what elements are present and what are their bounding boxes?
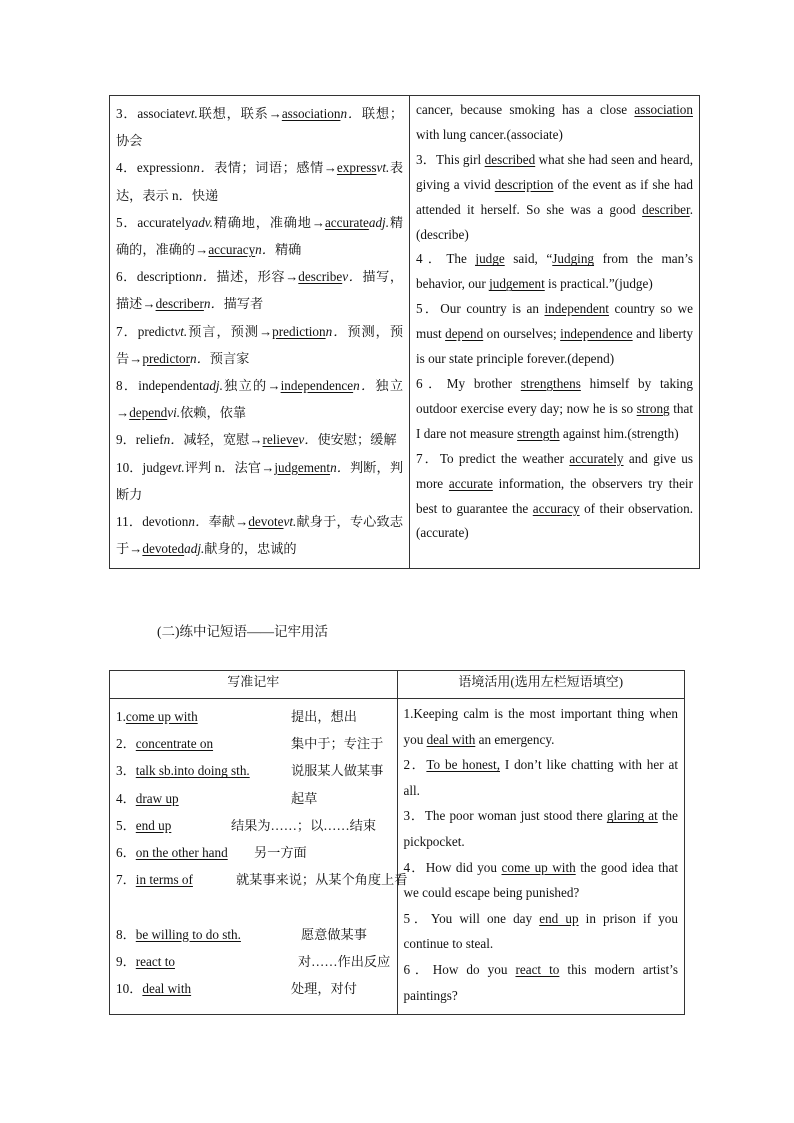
answer-blank: described [484,151,536,167]
part-of-speech: n． [203,296,224,312]
sentence-4: 4．The judge said, “Judging from the man’s behavior, our judgement is practical.”(judge) [416,251,693,292]
headword: judge [142,459,172,475]
headword: devotion [142,514,189,530]
derived-word-blank: association [281,106,341,121]
phrase-blank: on the other hand [135,844,228,860]
phrase-item [116,948,175,975]
word-meaning: 精确地，准确地→ [212,214,325,230]
sentence-6: 6．My brother strengthens himself by taking outdoor exercise every day; now he is so strong that I dare not measure strength against him.(strength) [416,375,693,441]
phrase-meaning: 集中于；专注于 [291,736,384,752]
headword: description [136,269,196,285]
header-right: 语境活用(选用左栏短语填空) [397,671,685,699]
entry-number: 6． [116,269,137,285]
entry-number: 9． [116,953,136,969]
part-of-speech: n． [353,378,376,394]
entry-number: 3． [116,106,138,121]
answer-blank: judgement [489,276,545,292]
phrase-row [116,757,391,784]
phrase-item [116,921,241,948]
phrase-item [116,703,198,730]
part-of-speech: v． [342,269,363,285]
phrase-meaning: 愿意做某事 [301,926,367,942]
entry-number: 4． [116,790,136,806]
phrase-row [116,975,391,1002]
derived-word-blank: accuracy [208,242,256,258]
sentence-7: 7．To predict the weather accurately and give us more accurate information, the observers try their best to guarantee the accuracy of their observation.(accurate) [416,450,693,541]
part-of-speech: vt. [283,514,297,530]
entry-number: 7． [116,872,136,888]
word-entry [116,426,403,453]
phrase-row [116,730,391,757]
answer-blank: come up with [501,859,576,875]
headword: accurately [137,214,192,230]
answer-blank: react to [515,961,560,977]
entry-number: 11． [116,514,143,530]
derived-word-blank: devoted [142,541,185,557]
word-entry [116,263,403,317]
phrase-item [116,757,250,784]
phrase-blank: in terms of [135,872,193,888]
derived-word-blank: accurate [324,214,369,230]
derived-word-blank: independence [280,378,354,394]
derived-word-blank: describe [298,269,343,285]
word-meaning: 描述，形容→ [216,269,299,285]
word-meaning: 精确 [274,242,302,258]
phrase-meaning: 另一方面 [254,844,307,860]
answer-blank: accuracy [532,500,580,516]
exercise-6: 6．How do you react to this modern artist’s paintings? [403,961,678,1003]
answer-blank: depend [445,326,484,342]
part-of-speech: n． [193,160,215,176]
part-of-speech: n． [188,514,209,530]
part-of-speech: vi. [167,405,181,421]
phrase-blank: be willing to do sth. [135,926,241,942]
exercise-1: 1.Keeping calm is the most important thing when you deal with an emergency. [403,706,678,747]
entry-number: 7． [116,323,138,339]
entry-number: 9． [116,432,136,448]
word-meaning: 使安慰；缓解 [317,432,397,448]
part-of-speech: n． [340,106,362,121]
entry-number: 10． [116,980,143,996]
derived-word-blank: express [336,160,377,176]
phrase-blank: concentrate on [135,736,214,752]
word-meaning: 描写，描述→ [116,269,404,312]
phrase-meaning: 对……作出反应 [298,953,391,969]
derived-word-blank: prediction [272,323,326,339]
part-of-speech: vt. [174,323,188,339]
part-of-speech: n． [163,432,184,448]
word-entry [116,100,403,154]
part-of-speech: adv. [191,214,213,230]
answer-blank: strengthens [520,375,581,391]
word-meaning: 判断，判断力 [116,459,404,502]
word-table [109,95,700,569]
phrase-meaning: 提出，想出 [291,709,357,724]
part-of-speech: v． [298,432,318,448]
entry-number: 3． [116,763,136,779]
word-list-cell [110,96,410,569]
exercise-3: 3．The poor woman just stood there glaring at the pickpocket. [403,808,679,849]
phrase-meaning: 结果为……；以……结束 [231,817,377,833]
part-of-speech: adj. [202,378,223,394]
word-entry [116,154,403,208]
word-meaning: 描写者 [223,296,264,312]
headword: predict [137,323,175,339]
word-meaning: 预测，预告→ [116,323,404,366]
entry-number: 10． [116,459,143,475]
word-meaning: 预言家 [209,350,250,366]
word-meaning: 表情；词语；感情→ [214,160,337,176]
word-meaning: 独立→ [116,378,404,421]
part-of-speech: n． [189,350,210,366]
exercise-4: 4．How did you come up with the good idea that we could escape being punished? [403,859,678,901]
phrase-item [116,975,191,1002]
word-meaning: 表达，表示 n．快递 [116,160,404,203]
answer-blank: deal with [426,731,476,747]
answer-blank: strong [636,400,670,416]
word-entry [116,454,403,508]
word-meaning: 独立的→ [222,378,281,394]
entry-number: 8． [116,926,136,942]
part-of-speech: n． [330,459,351,475]
phrase-item [116,839,228,866]
section-title: (二)练中记短语——记牢用活 [157,624,328,639]
part-of-speech: adj. [368,214,390,230]
answer-blank: accurately [569,450,624,466]
phrase-blank: draw up [135,790,179,806]
word-meaning: 依赖，依靠 [180,405,247,421]
phrase-blank: talk sb.into doing sth. [135,763,250,779]
entry-number: 6． [116,844,136,860]
phrase-row [116,948,391,975]
phrase-item [116,866,193,893]
derived-word-blank: relieve [262,432,299,448]
answer-blank: description [494,176,554,192]
phrase-item [116,730,213,757]
part-of-speech: adj. [184,541,205,557]
headword: expression [136,160,194,176]
word-entry [116,318,403,372]
answer-blank: judge [475,251,505,267]
phrase-table [109,670,685,1015]
table-header-row [110,671,685,699]
word-entry [116,508,403,562]
word-entry [116,209,403,263]
phrase-meaning: 就某事来说；从某个角度上看 [236,872,408,888]
word-meaning: 献身于，专心致志于→ [116,514,404,557]
headword: associate [137,106,186,121]
part-of-speech: vt. [171,459,185,475]
derived-word-blank: predictor [142,350,190,366]
answer-blank: association [634,102,693,117]
phrase-blank: come up with [125,709,198,724]
word-meaning: 献身的，忠诚的 [204,541,297,557]
entry-number: 4． [116,160,137,176]
part-of-speech: n． [255,242,275,258]
phrase-blank: end up [135,817,172,833]
derived-word-blank: depend [129,405,168,421]
phrase-blank: deal with [142,980,192,996]
answer-blank: To be honest, [426,757,500,773]
answer-blank: accurate [448,475,493,491]
sentence-2-tail: cancer, because smoking has a close association with lung cancer.(associate) [416,102,693,142]
phrase-item [116,812,171,839]
word-meaning: 联想；协会 [116,106,404,149]
header-left: 写准记牢 [110,671,398,699]
part-of-speech: vt. [376,160,390,176]
headword: relief [135,432,164,448]
phrase-meaning: 说服某人做某事 [291,763,384,779]
phrase-row [116,785,391,812]
table-row [110,699,685,1015]
word-meaning: 评判 n．法官→ [184,459,275,475]
table-row [110,96,700,569]
derived-word-blank: describer [155,296,204,312]
derived-word-blank: judgement [274,459,331,475]
part-of-speech: n． [325,323,348,339]
phrase-row [116,812,391,839]
word-meaning: 减轻，宽慰→ [183,432,263,448]
answer-blank: independent [544,301,609,317]
answer-blank: describer [642,201,690,217]
part-of-speech: n． [195,269,217,285]
sentence-5: 5．Our country is an independent country so we must depend on ourselves; independence and liberty is our state principle forever.(depend) [416,301,693,367]
word-meaning: 联想，联系→ [197,106,282,121]
phrase-meaning: 处理，对付 [291,980,357,996]
entry-number: 2． [116,736,136,752]
entry-number: 5． [116,214,138,230]
answer-blank: Judging [552,251,595,267]
phrase-meaning: 起草 [291,790,318,806]
headword: independent [138,378,203,394]
exercise-2: 2．To be honest, I don’t like chatting with her at all. [403,757,679,798]
entry-number: 5． [116,817,136,833]
phrase-row [116,703,391,730]
exercise-5: 5．You will one day end up in prison if you continue to steal. [403,910,678,952]
answer-blank: end up [539,910,579,926]
phrase-list-cell [110,699,408,1015]
exercise-cell [397,699,685,1015]
answer-blank: glaring at [606,808,658,824]
answer-blank: independence [560,326,633,342]
sentence-cell [410,96,700,569]
answer-blank: strength [517,425,560,441]
phrase-row [116,921,391,948]
entry-number: 1. [116,709,126,724]
phrase-row [116,839,391,866]
derived-word-blank: devote [248,514,284,530]
word-meaning: 精确的，准确的→ [116,214,404,258]
part-of-speech: vt. [185,106,198,121]
phrase-item [116,785,179,812]
sentence-3: 3．This girl described what she had seen and heard, giving a vivid description of the event as if she had attended it herself. So she was a good describer.(describe) [416,151,694,242]
phrase-blank: react to [135,953,175,969]
entry-number: 8． [116,378,139,394]
word-meaning: 预言，预测→ [187,323,273,339]
word-meaning: 奉献→ [208,514,249,530]
word-entry [116,372,403,426]
phrase-row [116,866,408,920]
